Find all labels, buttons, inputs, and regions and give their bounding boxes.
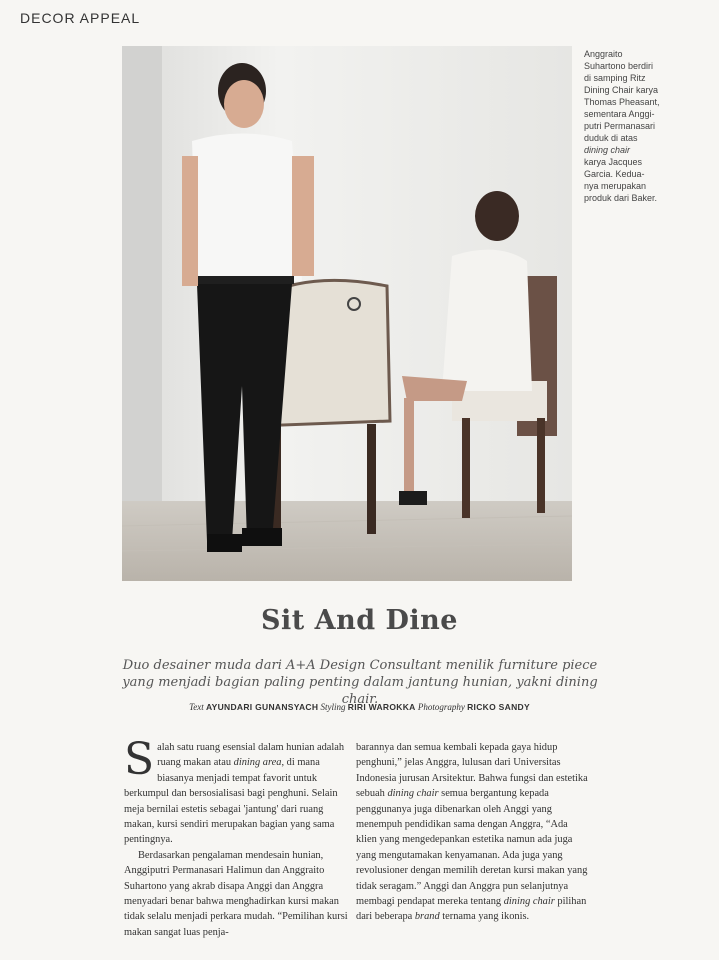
section-label: DECOR APPEAL — [20, 10, 141, 26]
article-dek: Duo desainer muda dari A+A Design Consultant menilik furniture piece yang menjadi bagian paling penting dalam jantung hunian, yakni dining chair. — [122, 658, 598, 707]
credit-styling-name: RIRI WAROKKA — [347, 702, 416, 712]
credit-styling-role: Styling — [320, 702, 346, 712]
body-paragraph: Berdasarkan pengalaman mendesain hunian, Anggiputri Permanasari Halimun dan Anggraito Suhartono yang akrab disapa Anggi dan Anggra menyadari benar bahwa menghadirkan kursi makan tidak selalu menjadi perkara mudah. “Pemilihan kursi makan sangat luas penja- — [124, 849, 348, 938]
photo-caption: Anggraito Suhartono berdiri di samping Ritz Dining Chair karya Thomas Pheasant, sementara Anggi- putri Permanasari duduk di atas dining chair karya Jacques Garcia. Kedua- nya merupakan produk dari Baker. — [584, 49, 660, 203]
credit-photo-name: RICKO SANDY — [467, 702, 530, 712]
credit-text-role: Text — [189, 702, 204, 712]
body-column-2 — [356, 740, 588, 925]
credit-text-name: AYUNDARI GUNANSYACH — [205, 702, 319, 712]
drop-cap: S — [124, 734, 155, 785]
credit-photo-role: Photography — [417, 702, 465, 712]
feature-photo — [122, 46, 572, 581]
article-title: Sit And Dine — [261, 605, 458, 636]
article-credits — [0, 702, 719, 712]
body-paragraph: barannya dan semua kembali kepada gaya hidup penghuni,” jelas Anggra, lulusan dari Universitas Indonesia jurusan Arsitektur. Bahwa fungsi dan estetika sebuah dining chair semua bergantung kepada penggunanya juga dibenarkan oleh Anggi yang menempuh pendidikan sama dengan Anggra, “Ada klien yang mengedepankan estetika namun ada juga yang mengutamakan kenyamanan. Ada juga yang revolusioner dengan memilih deretan kursi makan yang tidak seragam.” Anggi dan Anggra pun selanjutnya membagi pendapat mereka tentang dining chair pilihan dari beberapa brand ternama yang ikonis. — [356, 742, 588, 923]
body-column-1 — [124, 734, 356, 940]
body-paragraph: Salah satu ruang esensial dalam hunian adalah ruang makan atau dining area, di mana biasanya menjadi tempat favorit untuk berkumpul dan bersosialisasi bagi penghuni. Selain meja bernilai estetis sebagai 'jantung' dari ruang makan, kursi sendiri merupakan bagian yang sama pentingnya. — [124, 734, 345, 846]
